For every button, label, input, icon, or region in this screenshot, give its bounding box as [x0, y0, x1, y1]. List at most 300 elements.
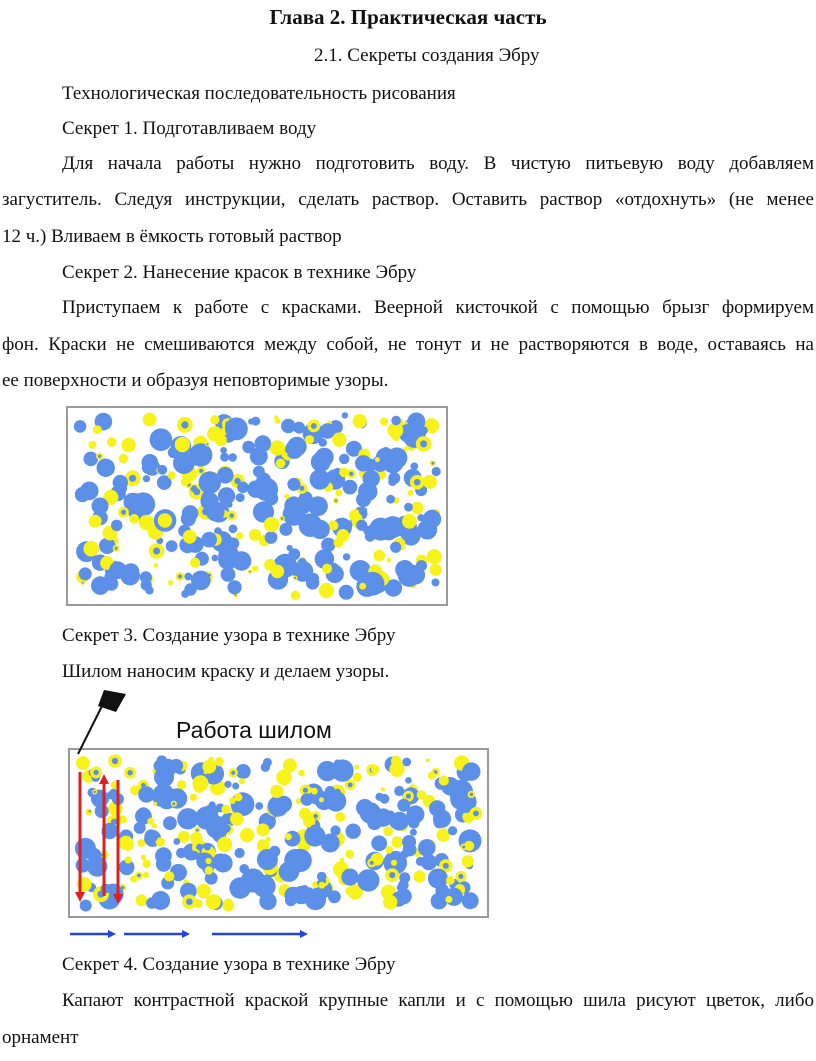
blue-drop	[388, 477, 397, 486]
blue-drop	[141, 580, 152, 591]
blue-drop	[206, 816, 229, 839]
yellow-drop	[121, 438, 135, 452]
yellow-drop	[93, 425, 102, 434]
blue-drop	[229, 524, 238, 533]
blue-drop	[82, 582, 84, 584]
blue-drop	[145, 829, 158, 842]
blue-drop	[201, 532, 217, 548]
blue-drop	[390, 812, 409, 831]
yellow-drop	[181, 478, 190, 487]
yellow-drop	[281, 452, 287, 458]
yellow-drop	[336, 489, 343, 496]
yellow-drop	[205, 866, 213, 874]
blue-drop	[311, 503, 323, 515]
yellow-drop	[190, 558, 200, 568]
ebru-background-illustration	[66, 406, 448, 606]
yellow-drop	[266, 837, 271, 842]
yellow-drop	[276, 459, 286, 469]
blue-drop	[167, 788, 187, 808]
blue-drop	[229, 877, 250, 898]
blue-drop	[143, 475, 150, 482]
blue-drop	[281, 517, 284, 520]
blue-drop	[285, 861, 292, 868]
blue-drop	[218, 487, 235, 504]
blue-drop	[154, 760, 166, 772]
blue-drop	[428, 869, 448, 889]
blue-drop	[237, 482, 249, 494]
blue-drop	[301, 793, 314, 806]
blue-drop	[231, 771, 235, 775]
blue-drop	[196, 853, 203, 860]
blue-drop	[321, 834, 340, 853]
blue-drop	[405, 777, 412, 784]
blue-drop	[129, 475, 136, 482]
blue-drop	[408, 817, 419, 828]
awl-work-label: Работа шилом	[176, 717, 332, 743]
blue-drop	[462, 846, 465, 849]
blue-drop	[220, 453, 229, 462]
blue-drop	[182, 505, 198, 521]
blue-drop	[365, 531, 375, 541]
yellow-drop	[340, 858, 344, 862]
blue-drop	[151, 891, 170, 910]
yellow-drop	[142, 860, 150, 868]
yellow-drop	[191, 834, 198, 841]
blue-drop	[138, 786, 154, 802]
blue-drop	[221, 567, 236, 582]
blue-drop	[257, 849, 278, 870]
blue-drop	[294, 577, 296, 579]
blue-drop	[448, 826, 457, 835]
blue-drop	[473, 811, 479, 817]
blue-drop	[163, 816, 177, 830]
yellow-drop	[411, 502, 424, 515]
yellow-drop	[153, 802, 157, 806]
blue-drop	[310, 469, 330, 489]
yellow-drop	[215, 434, 227, 446]
blue-drop	[279, 523, 292, 536]
blue-drop	[84, 452, 99, 467]
yellow-drop	[353, 414, 367, 428]
yellow-drop	[129, 514, 139, 524]
blue-drop	[391, 416, 401, 426]
yellow-drop	[130, 876, 137, 883]
yellow-drop	[276, 770, 292, 786]
blue-drop	[112, 758, 118, 764]
yellow-drop	[374, 550, 386, 562]
yellow-drop	[359, 583, 366, 590]
blue-drop	[268, 796, 289, 817]
blue-drop	[343, 553, 350, 560]
blue-drop	[389, 872, 395, 878]
yellow-drop	[76, 756, 90, 770]
blue-drop	[342, 412, 348, 418]
blue-drop	[281, 419, 295, 433]
yellow-drop	[285, 833, 292, 840]
yellow-drop	[385, 846, 393, 854]
secret3-text: Шилом наносим краску и делаем узоры.	[62, 661, 390, 682]
blue-drop	[346, 824, 361, 839]
blue-drop	[224, 781, 231, 788]
yellow-drop	[139, 515, 154, 530]
yellow-drop	[264, 517, 279, 532]
blue-drop	[431, 893, 448, 910]
blue-drop	[386, 495, 395, 504]
blue-drop	[80, 900, 92, 912]
yellow-drop	[445, 896, 452, 903]
blue-drop	[421, 854, 437, 870]
blue-drop	[339, 454, 349, 464]
yellow-drop	[380, 418, 388, 426]
blue-drop	[310, 825, 318, 833]
yellow-drop	[137, 839, 145, 847]
yellow-drop	[319, 583, 334, 598]
yellow-drop	[223, 899, 233, 909]
yellow-drop	[298, 770, 305, 777]
blue-drop	[131, 492, 155, 516]
yellow-drop	[154, 563, 159, 568]
blue-drop	[432, 462, 435, 465]
blue-drop	[137, 807, 150, 820]
yellow-drop	[236, 532, 243, 539]
blue-drop	[127, 770, 132, 775]
yellow-drop	[190, 794, 197, 801]
yellow-drop	[177, 780, 186, 789]
blue-drop	[220, 447, 227, 454]
yellow-drop	[345, 850, 354, 859]
blue-drop	[117, 483, 127, 493]
blue-drop	[199, 469, 203, 473]
blue-drop	[357, 869, 379, 891]
blue-drop	[191, 571, 211, 591]
blue-drop	[74, 420, 87, 433]
blue-drop	[339, 585, 354, 600]
blue-drop	[419, 426, 428, 435]
secret2-line-1: Приступаем к работе с красками. Веерной кисточкой с помощью брызг формируем	[62, 297, 814, 318]
yellow-drop	[446, 876, 455, 885]
yellow-drop	[354, 765, 359, 770]
blue-drop	[299, 513, 323, 537]
secret2-line-3: ее поверхности и образуя неповторимые узоры.	[2, 370, 389, 391]
blue-drop	[292, 866, 299, 873]
yellow-drop	[240, 828, 254, 842]
blue-drop	[429, 800, 445, 816]
subsection-title: 2.1. Секреты создания Эбру	[314, 45, 540, 66]
blue-drop	[269, 532, 278, 541]
yellow-drop	[387, 558, 392, 563]
yellow-drop	[205, 858, 211, 864]
blue-drop	[305, 889, 326, 910]
yellow-drop	[335, 812, 345, 822]
blue-drop	[432, 467, 441, 476]
blue-drop	[284, 887, 301, 904]
blue-drop	[303, 788, 308, 793]
yellow-drop	[439, 775, 449, 785]
secret4-heading: Секрет 4. Создание узора в технике Эбру	[62, 954, 396, 975]
secret4-line-1: Капают контрастной краской крупные капли и с помощью шила рисуют цветок, либо	[62, 990, 814, 1011]
blue-drop	[371, 835, 387, 851]
blue-drop	[299, 486, 304, 491]
yellow-drop	[215, 757, 224, 766]
yellow-drop	[392, 836, 404, 848]
blue-drop	[228, 580, 242, 594]
yellow-drop	[270, 785, 283, 798]
blue-drop	[178, 575, 182, 579]
yellow-drop	[119, 454, 128, 463]
yellow-drop	[311, 788, 318, 795]
blue-drop	[173, 452, 195, 474]
blue-drop	[356, 492, 371, 507]
blue-drop	[115, 547, 118, 550]
secret1-line-3: 12 ч.) Вливаем в ёмкость готовый раствор	[2, 226, 342, 247]
blue-drop	[199, 471, 221, 493]
blue-drop	[98, 455, 101, 458]
yellow-drop	[423, 475, 437, 489]
yellow-drop	[345, 887, 354, 896]
blue-drop	[390, 542, 401, 553]
yellow-drop	[337, 529, 350, 542]
blue-drop	[343, 480, 358, 495]
section-heading: Технологическая последовательность рисования	[62, 83, 456, 104]
blue-drop	[432, 579, 440, 587]
yellow-drop	[158, 513, 172, 527]
awl-shaft	[78, 706, 102, 754]
blue-drop	[239, 864, 249, 874]
blue-drop	[229, 513, 234, 518]
yellow-drop	[147, 818, 154, 825]
blue-drop	[372, 456, 388, 472]
blue-drop	[236, 493, 245, 502]
yellow-drop	[168, 471, 176, 479]
yellow-drop	[252, 566, 258, 572]
blue-drop	[258, 443, 267, 452]
blue-drop	[406, 794, 411, 799]
blue-drop	[172, 802, 175, 805]
yellow-drop	[322, 564, 332, 574]
blue-drop	[92, 498, 109, 515]
blue-drop	[363, 470, 380, 487]
blue-drop	[399, 872, 410, 883]
yellow-drop	[417, 790, 426, 799]
yellow-drop	[89, 515, 102, 528]
yellow-drop	[392, 433, 400, 441]
blue-drop	[205, 804, 219, 818]
blue-drop	[111, 520, 122, 531]
blue-drop	[173, 838, 180, 845]
blue-drop	[176, 848, 186, 858]
blue-drop	[261, 763, 270, 772]
blue-drop	[295, 498, 311, 514]
yellow-drop	[391, 756, 401, 766]
blue-drop	[359, 507, 368, 516]
blue-drop	[212, 555, 219, 562]
yellow-drop	[183, 530, 197, 544]
blue-drop	[370, 861, 374, 865]
blue-drop	[153, 548, 160, 555]
blue-drop	[397, 799, 410, 812]
blue-drop	[335, 499, 338, 502]
blue-drop	[196, 829, 199, 832]
blue-drop	[166, 540, 178, 552]
secret2-heading: Секрет 2. Нанесение красок в технике Эбру	[62, 262, 417, 283]
blue-drop	[462, 892, 479, 909]
yellow-drop	[217, 837, 232, 852]
yellow-drop	[274, 415, 278, 419]
yellow-drop	[353, 773, 362, 782]
blue-drop	[375, 793, 383, 801]
blue-drop	[443, 863, 449, 869]
blue-drop	[288, 548, 300, 560]
blue-drop	[87, 848, 102, 863]
yellow-drop	[391, 860, 397, 866]
blue-drop	[255, 478, 279, 502]
yellow-drop	[428, 772, 436, 780]
blue-drop	[356, 520, 367, 531]
blue-drop	[255, 802, 263, 810]
blue-drop	[470, 793, 473, 796]
blue-drop	[97, 459, 115, 477]
yellow-drop	[271, 565, 285, 579]
yellow-drop	[319, 882, 326, 889]
blue-drop	[104, 577, 118, 591]
blue-drop	[231, 792, 255, 816]
blue-drop	[225, 417, 248, 440]
blue-drop	[341, 869, 358, 886]
secret1-heading: Секрет 1. Подготавливаем воду	[62, 118, 317, 139]
blue-drop	[414, 479, 421, 486]
blue-drop	[462, 762, 480, 780]
blue-drop	[423, 510, 441, 528]
blue-drop	[249, 571, 251, 573]
blue-drop	[169, 759, 183, 773]
blue-drop	[402, 835, 416, 849]
blue-drop	[416, 560, 427, 571]
yellow-drop	[284, 494, 289, 499]
yellow-drop	[381, 787, 385, 791]
blue-drop	[322, 763, 330, 771]
yellow-drop	[141, 855, 147, 861]
yellow-drop	[197, 884, 211, 898]
blue-drop	[150, 428, 173, 451]
blue-drop	[204, 843, 211, 850]
blue-drop	[355, 455, 371, 471]
blue-drop	[287, 478, 300, 491]
blue-drop	[88, 810, 90, 812]
blue-drop	[157, 465, 167, 475]
blue-drop	[311, 452, 331, 472]
yellow-drop	[291, 591, 300, 600]
blue-drop	[142, 461, 155, 474]
yellow-drop	[193, 775, 209, 791]
blue-drop	[348, 783, 353, 788]
yellow-drop	[383, 827, 393, 837]
blue-drop	[254, 877, 266, 889]
blue-drop	[93, 770, 98, 775]
blue-drop	[410, 462, 418, 470]
yellow-drop	[407, 490, 413, 496]
yellow-drop	[426, 758, 430, 762]
yellow-drop	[430, 564, 442, 576]
chapter-title: Глава 2. Практическая часть	[269, 5, 547, 29]
yellow-drop	[119, 836, 134, 851]
yellow-drop	[332, 432, 346, 446]
yellow-drop	[221, 805, 230, 814]
blue-drop	[228, 538, 240, 550]
yellow-drop	[462, 855, 474, 867]
blue-drop	[402, 758, 411, 767]
awl-work-illustration	[64, 690, 490, 940]
yellow-drop	[88, 441, 96, 449]
yellow-drop	[143, 872, 149, 878]
blue-drop	[184, 573, 192, 581]
blue-drop	[420, 440, 427, 447]
blue-drop	[330, 825, 340, 835]
blue-drop	[328, 890, 341, 903]
yellow-drop	[249, 529, 261, 541]
blue-drop	[94, 791, 96, 793]
yellow-drop	[125, 856, 132, 863]
yellow-drop	[371, 765, 380, 774]
blue-drop	[298, 558, 307, 567]
blue-drop	[177, 808, 198, 829]
yellow-drop	[151, 531, 158, 538]
yellow-drop	[210, 415, 219, 424]
blue-drop	[349, 472, 353, 476]
blue-drop	[382, 516, 404, 538]
yellow-drop	[230, 812, 244, 826]
yellow-drop	[164, 871, 174, 881]
blue-drop	[418, 839, 436, 857]
yellow-drop	[229, 797, 236, 804]
yellow-drop	[305, 435, 314, 444]
yellow-drop	[383, 895, 397, 909]
awl-icon	[98, 690, 126, 712]
blue-arrows	[70, 930, 308, 938]
blue-drop	[331, 759, 353, 781]
blue-drop	[236, 764, 251, 779]
yellow-drop	[83, 541, 99, 557]
yellow-drop	[296, 798, 302, 804]
yellow-drop	[204, 770, 208, 774]
blue-drop	[404, 503, 413, 512]
blue-drop	[235, 848, 245, 858]
blue-drop	[206, 443, 208, 445]
blue-drop	[99, 538, 115, 554]
blue-drop	[458, 874, 463, 879]
blue-drop	[155, 847, 172, 864]
blue-drop	[186, 898, 193, 905]
blue-drop	[79, 567, 92, 580]
yellow-drop	[319, 797, 324, 802]
blue-drop	[137, 874, 141, 878]
yellow-drop	[143, 413, 157, 427]
secret3-heading: Секрет 3. Создание узора в технике Эбру	[62, 625, 396, 646]
yellow-drop	[239, 778, 245, 784]
blue-drop	[319, 438, 327, 446]
yellow-drop	[375, 457, 380, 462]
blue-drop	[121, 510, 126, 515]
blue-drop	[232, 783, 239, 790]
yellow-drop	[413, 870, 425, 882]
blue-drop	[311, 423, 317, 429]
blue-drop	[235, 594, 237, 596]
secret1-line-2: загуститель. Следуя инструкции, сделать раствор. Оставить раствор «отдохнуть» (не менее	[2, 189, 814, 210]
secret2-line-2: фон. Краски не смешиваются между собой, не тонут и не растворяются в воде, оставаясь на	[2, 334, 814, 355]
yellow-drop	[175, 437, 190, 452]
blue-drop	[251, 417, 260, 426]
blue-drop	[410, 829, 417, 836]
yellow-drop	[427, 549, 442, 564]
